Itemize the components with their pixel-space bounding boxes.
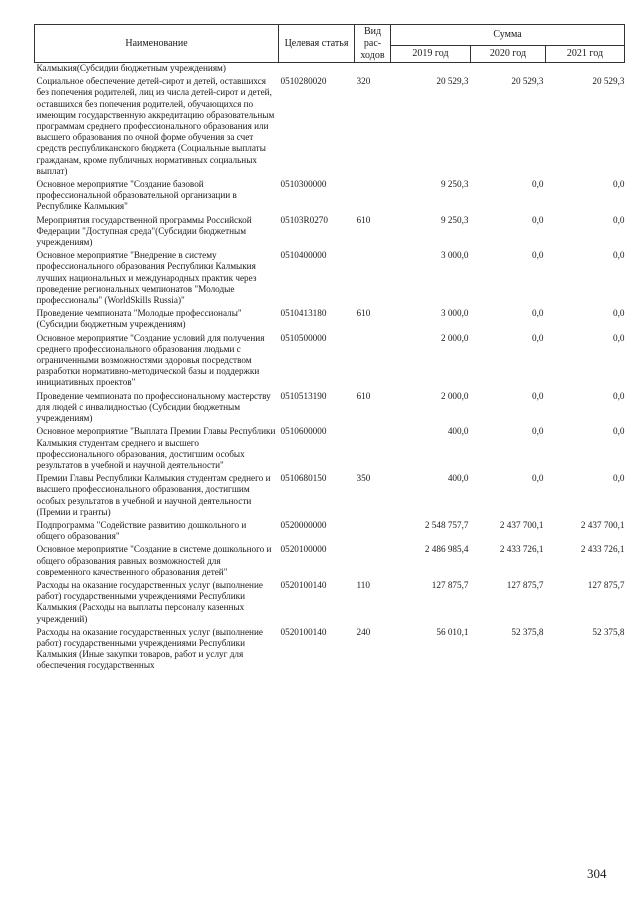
row-target-code: 0520100140 <box>280 579 327 590</box>
row-target-code: 05103R0270 <box>280 214 328 225</box>
row-sum-2019: 3 000,0 <box>440 250 469 261</box>
row-name: Расходы на оказание государственных услуг (выполнение работ) государственными учреждениями Республики Калмыкия (Иные закупки товаров, работ и услуг для обеспечения государственных <box>36 626 263 671</box>
row-expense-kind <box>355 250 391 308</box>
row-sum-2019: 2 548 757,7 <box>424 519 469 530</box>
row-target-code: 0510280020 <box>280 76 327 87</box>
row-sum-2021: 127 875,7 <box>587 579 625 590</box>
table-row <box>35 76 625 179</box>
row-sum-2019: 127 875,7 <box>431 579 469 590</box>
row-sum-2020: 127 875,7 <box>506 579 544 590</box>
table-row <box>35 627 625 674</box>
row-name: Проведение чемпионата по профессиональному мастерству для людей с инвалидностью (Субсидии бюджетным учреждениям) <box>36 390 271 424</box>
row-sum-2019: 2 000,0 <box>440 390 469 401</box>
row-target-code: 0510500000 <box>280 332 327 343</box>
table-row <box>35 333 625 391</box>
row-sum-2019: 3 000,0 <box>440 308 469 319</box>
row-name: Расходы на оказание государственных услуг (выполнение работ) государственными учреждениями Республики Калмыкия (Расходы на выплаты персоналу казенных учреждений) <box>36 579 263 624</box>
header-year-2021: 2021 год <box>546 46 625 63</box>
row-sum-2020: 0,0 <box>532 473 544 484</box>
row-sum-2021: 0,0 <box>613 332 625 343</box>
row-sum-2021 <box>546 63 625 77</box>
row-target-code: 0510600000 <box>280 426 327 437</box>
row-sum-2019: 2 486 985,4 <box>424 544 469 555</box>
row-expense-kind <box>355 63 391 77</box>
row-sum-2021: 2 433 726,1 <box>580 544 625 555</box>
table-row <box>35 250 625 308</box>
table-body <box>35 63 625 674</box>
row-sum-2019: 2 000,0 <box>440 332 469 343</box>
row-sum-2020: 52 375,8 <box>511 626 544 637</box>
table-row <box>35 63 625 77</box>
row-sum-2019: 9 250,3 <box>440 214 469 225</box>
row-target-code: 0520100140 <box>280 626 327 637</box>
table-row <box>35 179 625 215</box>
table-row <box>35 520 625 544</box>
row-sum-2021: 20 529,3 <box>592 76 625 87</box>
row-sum-2020 <box>471 63 546 77</box>
row-sum-2021: 2 437 700,1 <box>580 519 625 530</box>
row-sum-2020: 0,0 <box>532 214 544 225</box>
row-expense-kind: 350 <box>356 473 371 484</box>
row-sum-2019: 20 529,3 <box>436 76 469 87</box>
row-expense-kind: 110 <box>356 579 370 590</box>
row-sum-2020: 0,0 <box>532 426 544 437</box>
row-sum-2020: 0,0 <box>532 332 544 343</box>
table-header <box>35 25 625 63</box>
row-expense-kind <box>355 333 391 391</box>
row-expense-kind: 610 <box>356 308 371 319</box>
row-sum-2021: 52 375,8 <box>592 626 625 637</box>
page-number: 304 <box>587 866 607 881</box>
row-expense-kind <box>355 426 391 473</box>
row-name: Основное мероприятие "Создание базовой профессиональной образовательной организации в Республике Калмыкия" <box>36 179 237 212</box>
row-expense-kind: 320 <box>356 76 371 87</box>
row-name: Мероприятия государственной программы Российской Федерации "Доступная среда"(Субсидии бюджетным учреждениям) <box>36 214 252 248</box>
row-expense-kind: 610 <box>356 214 371 225</box>
row-sum-2020: 0,0 <box>532 390 544 401</box>
row-sum-2019: 400,0 <box>447 473 469 484</box>
row-sum-2019: 9 250,3 <box>440 179 469 190</box>
row-target-code: 0520100000 <box>280 544 327 555</box>
budget-table <box>34 24 625 674</box>
row-target-code: 0510300000 <box>280 179 327 190</box>
row-target-code: 0510400000 <box>280 250 327 261</box>
row-target-code <box>279 63 355 77</box>
row-expense-kind: 240 <box>356 626 371 637</box>
row-sum-2021: 0,0 <box>613 179 625 190</box>
row-sum-2021: 0,0 <box>613 426 625 437</box>
table-row <box>35 391 625 427</box>
row-sum-2020: 20 529,3 <box>511 76 544 87</box>
row-target-code: 0510413180 <box>280 308 327 319</box>
header-name: Наименование <box>35 25 279 63</box>
row-sum-2021: 0,0 <box>613 214 625 225</box>
header-sum: Сумма <box>391 25 625 46</box>
row-name: Проведение чемпионата "Молодые профессионалы" (Субсидии бюджетным учреждениям) <box>36 308 242 330</box>
row-sum-2020: 0,0 <box>532 250 544 261</box>
row-expense-kind <box>355 520 391 544</box>
row-name: Премии Главы Республики Калмыкия студентам среднего и высшего профессионального образования, достигшим особых результатов в учебной и научной деятельности (Премии и гранты) <box>36 473 271 517</box>
row-sum-2021: 0,0 <box>613 473 625 484</box>
row-name: Калмыкия(Субсидии бюджетным учреждениям) <box>36 63 226 73</box>
row-sum-2021: 0,0 <box>613 250 625 261</box>
row-sum-2019: 400,0 <box>447 426 469 437</box>
table-row <box>35 473 625 520</box>
table-row <box>35 215 625 251</box>
row-name: Основное мероприятие "Выплата Премии Главы Республики Калмыкия студентам среднего и высшего профессионального образования, достигшим особых результатов в учебной и научной деятельности" <box>36 426 276 470</box>
row-expense-kind <box>355 544 391 580</box>
row-sum-2020: 2 437 700,1 <box>499 519 544 530</box>
row-name: Основное мероприятие "Внедрение в систему профессионального образования Республики Калмыкия лучших национальных и международных практик через проведение региональных чемпионатов "Молодые профессионалы" (WorldSkills Russia)" <box>36 250 257 306</box>
row-sum-2021: 0,0 <box>613 308 625 319</box>
header-code: Целевая статья <box>279 25 355 63</box>
row-target-code: 0510513190 <box>280 390 327 401</box>
row-name: Подпрограмма "Содействие развитию дошкольного и общего образования" <box>36 519 247 542</box>
row-sum-2019 <box>391 63 471 77</box>
row-target-code: 0510680150 <box>280 473 327 484</box>
row-expense-kind <box>355 179 391 215</box>
row-sum-2020: 2 433 726,1 <box>499 544 544 555</box>
row-target-code: 0520000000 <box>280 519 327 530</box>
row-sum-2021: 0,0 <box>613 390 625 401</box>
header-kind: Вид рас-ходов <box>355 25 391 63</box>
header-year-2020: 2020 год <box>471 46 546 63</box>
row-sum-2020: 0,0 <box>532 308 544 319</box>
row-expense-kind: 610 <box>356 390 371 401</box>
header-year-2019: 2019 год <box>391 46 471 63</box>
table-row <box>35 544 625 580</box>
row-name: Основное мероприятие "Создание условий для получения среднего профессионального образования людьми с ограниченными возможностями здоровья посредством разработки нормативно-методической базы и поддержки инициативных проектов" <box>36 332 265 388</box>
table-row <box>35 426 625 473</box>
row-sum-2019: 56 010,1 <box>436 626 469 637</box>
row-sum-2020: 0,0 <box>532 179 544 190</box>
table-row <box>35 580 625 627</box>
table-row <box>35 308 625 332</box>
row-name: Основное мероприятие "Создание в системе дошкольного и общего образования равных возможностей для современного качественного образования детей" <box>36 544 272 577</box>
row-name: Социальное обеспечение детей-сирот и детей, оставшихся без попечения родителей, лиц из числа детей-сирот и детей, оставшихся без попечения родителей, обучающихся по имеющим государственную аккредитацию образовательным программам среднего профессионального образования или высшего образования по очной форме обучения за счет средств республиканского бюджета (Социальные выплаты гражданам, кроме публичных нормативных социальных выплат) <box>36 76 275 176</box>
